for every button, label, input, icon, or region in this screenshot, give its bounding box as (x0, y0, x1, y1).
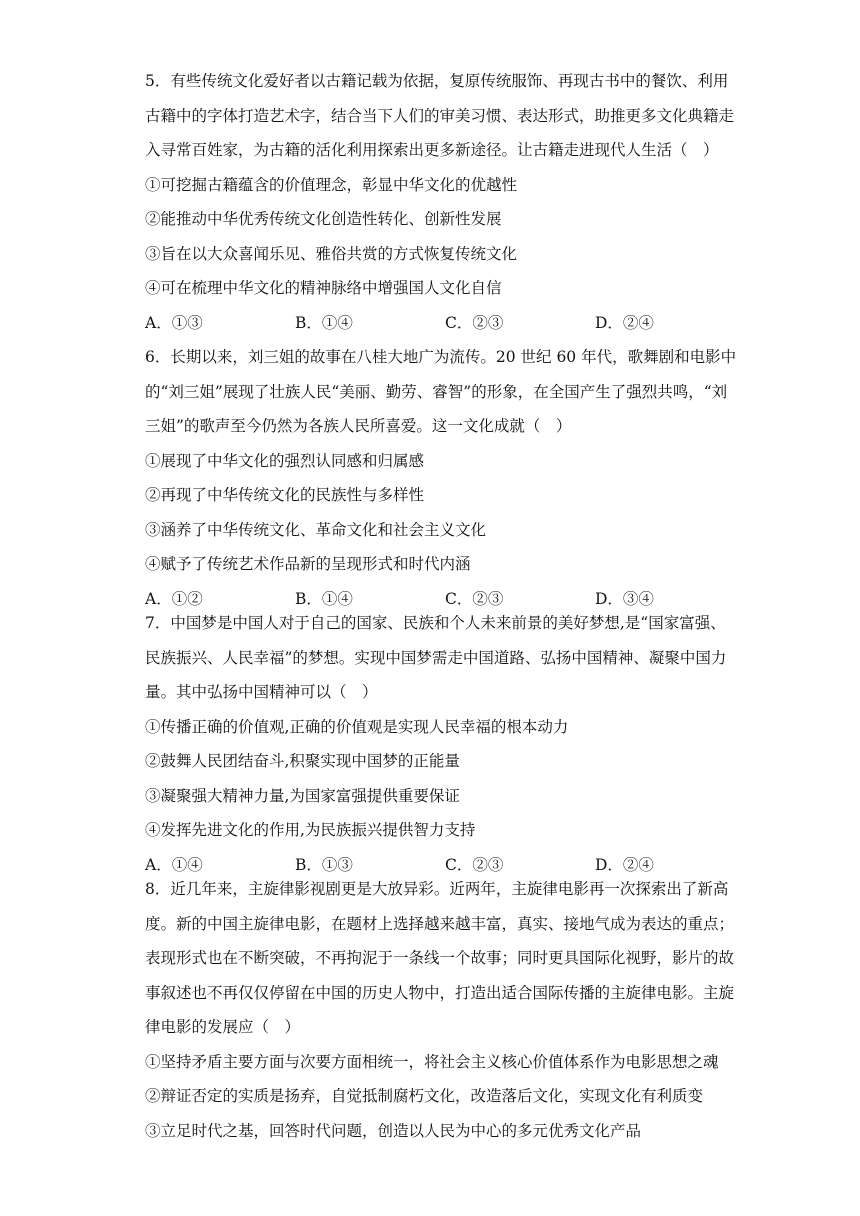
statement-option: ①展现了中华文化的强烈认同感和归属感 (145, 451, 425, 470)
statement-option: ①传播正确的价值观,正确的价值观是实现人民幸福的根本动力 (145, 717, 569, 736)
statement-option: ②能推动中华优秀传统文化创造性转化、创新性发展 (145, 210, 502, 228)
choice-d: D．③④ (595, 589, 654, 608)
choice-c: C．②③ (445, 313, 504, 332)
question-stem-line: 的“刘三姐”展现了壮族人民“美丽、勤劳、睿智”的形象，在全国产生了强烈共鸣，“刘 (145, 382, 728, 401)
question-7 (145, 606, 727, 882)
choice-a: A．①③ (145, 313, 203, 332)
choice-a: A．①④ (145, 855, 203, 874)
question-stem-line: 入寻常百姓家，为古籍的活化利用探索出更多新途径。让古籍走进现代人生活（ ） (145, 141, 719, 159)
question-8 (145, 872, 735, 1148)
statement-option: ②辩证否定的实质是扬弃，自觉抵制腐朽文化，改造落后文化，实现文化有利质变 (145, 1087, 704, 1105)
question-stem-line: 民族振兴、人民幸福”的梦想。实现中国梦需走中国道路、弘扬中国精神、凝聚中国力 (145, 648, 727, 667)
statement-option: ③涵养了中华传统文化、革命文化和社会主义文化 (145, 520, 487, 539)
question-stem-line: 8．近几年来，主旋律影视剧更是大放异彩。近两年，主旋律电影再一次探索出了新高 (145, 880, 729, 898)
question-stem-line: 三姐”的歌声至今仍然为各族人民所喜爱。这一文化成就（ ） (145, 417, 572, 435)
choice-c: C．②③ (445, 855, 504, 874)
question-stem-line: 律电影的发展应（ ） (145, 1018, 301, 1036)
question-stem-line: 7．中国梦是中国人对于自己的国家、民族和个人未来前景的美好梦想,是“国家富强、 (145, 614, 726, 632)
question-stem-line: 量。其中弘扬中国精神可以（ ） (145, 683, 378, 701)
choice-a: A．①② (145, 589, 203, 608)
question-5 (145, 64, 735, 340)
choice-b: B．①④ (295, 589, 353, 608)
question-stem-line: 6．长期以来，刘三姐的故事在八桂大地广为流传。20 世纪 60 年代，歌舞剧和电影中 (145, 348, 737, 366)
question-6 (145, 340, 737, 616)
choice-d: D．②④ (595, 855, 654, 874)
question-stem-line: 表现形式也在不断突破，不再拘泥于一条线一个故事；同时更具国际化视野，影片的故 (145, 949, 735, 967)
question-stem-line: 事叙述也不再仅仅停留在中国的历史人物中，打造出适合国际传播的主旋律电影。主旋 (145, 983, 735, 1002)
question-stem-line: 度。新的中国主旋律电影，在题材上选择越来越丰富，真实、接地气成为表达的重点； (145, 914, 735, 933)
statement-option: ④发挥先进文化的作用,为民族振兴提供智力支持 (145, 821, 476, 839)
answer-choices (145, 306, 723, 341)
statement-option: ①可挖掘古籍蕴含的价值理念，彰显中华文化的优越性 (145, 175, 518, 194)
question-stem-line: 古籍中的字体打造艺术字，结合当下人们的审美习惯、表达形式，助推更多文化典籍走 (145, 106, 735, 125)
choice-b: B．①④ (295, 313, 353, 332)
statement-option: ②鼓舞人民团结奋斗,积聚实现中国梦的正能量 (145, 752, 460, 770)
choice-d: D．②④ (595, 313, 654, 332)
statement-option: ②再现了中华传统文化的民族性与多样性 (145, 486, 425, 504)
question-stem-line: 5．有些传统文化爱好者以古籍记载为依据，复原传统服饰、再现古书中的餐饮、利用 (145, 72, 729, 90)
choice-c: C．②③ (445, 589, 504, 608)
statement-option: ①坚持矛盾主要方面与次要方面相统一，将社会主义核心价值体系作为电影思想之魂 (145, 1052, 719, 1071)
statement-option: ③凝聚强大精神力量,为国家富强提供重要保证 (145, 786, 460, 805)
statement-option: ④赋予了传统艺术作品新的呈现形式和时代内涵 (145, 555, 471, 573)
statement-option: ③旨在以大众喜闻乐见、雅俗共赏的方式恢复传统文化 (145, 244, 518, 263)
statement-option: ④可在梳理中华文化的精神脉络中增强国人文化自信 (145, 279, 502, 297)
statement-option: ③立足时代之基，回答时代问题，创造以人民为中心的多元优秀文化产品 (145, 1121, 642, 1140)
choice-b: B．①③ (295, 855, 353, 874)
